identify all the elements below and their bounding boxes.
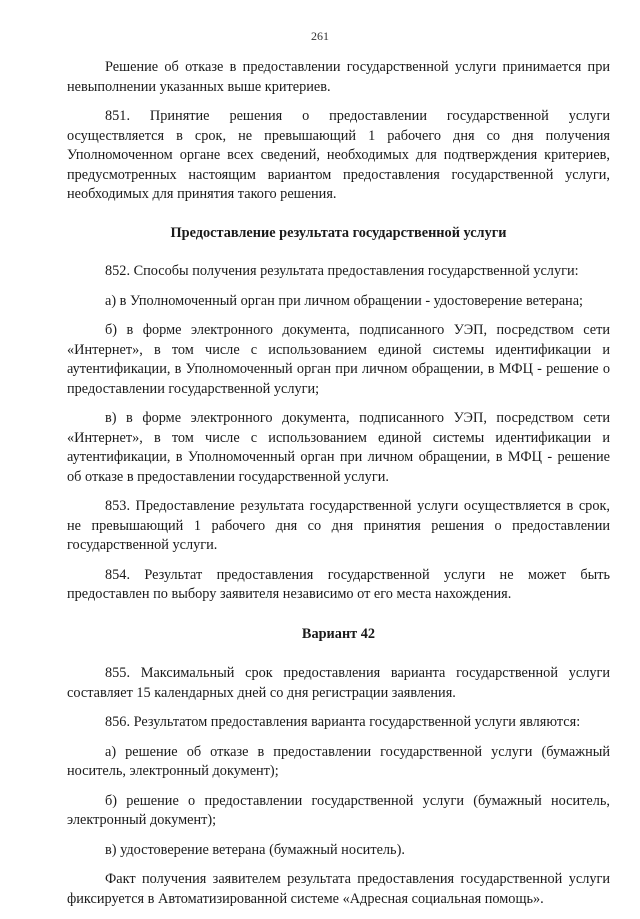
- paragraph-852-v: в) в форме электронного документа, подписанного УЭП, посредством сети «Интернет», в том числе с использованием единой системы идентификации и аутентификации, в Уполномоченный орган при личном обращении, в МФЦ - решение об отказе в предоставлении государственной услуги.: [67, 410, 610, 485]
- paragraph-852-a: а) в Уполномоченный орган при личном обращении - удостоверение ветерана;: [105, 292, 584, 309]
- paragraph-855: 855. Максимальный срок предоставления варианта государственной услуги составляет 15 календарных дней со дня регистрации заявления.: [67, 665, 610, 701]
- section-heading-variant-42: Вариант 42: [301, 625, 376, 642]
- paragraph-853: 853. Предоставление результата государственной услуги осуществляется в срок, не превышающий 1 рабочего дня со дня принятия решения о предоставлении государственной услуги.: [67, 498, 610, 553]
- paragraph-fact-registration: Факт получения заявителем результата предоставления государственной услуги фиксируется в Автоматизированной системе «Адресная социальная помощь».: [67, 871, 610, 907]
- section-heading-result: Предоставление результата государственной услуги: [170, 224, 507, 241]
- paragraph-852: 852. Способы получения результата предоставления государственной услуги:: [105, 263, 579, 279]
- page-number: 261: [311, 29, 329, 43]
- paragraph-851: 851. Принятие решения о предоставлении государственной услуги осуществляется в срок, не превышающий 1 рабочего дня со дня получения Уполномоченном органе всех сведений, необходимых для подтверждения критериев, предусмотренных настоящим вариантом предоставления государственной услуги, необходимых для принятия такого решения.: [67, 108, 610, 202]
- document-body: [67, 58, 610, 919]
- paragraph-856-v: в) удостоверение ветерана (бумажный носитель).: [105, 841, 405, 858]
- paragraph-856-a: а) решение об отказе в предоставлении государственной услуги (бумажный носитель, электронный документ);: [67, 743, 610, 779]
- paragraph-854: 854. Результат предоставления государственной услуги не может быть предоставлен по выбору заявителя независимо от его места нахождения.: [67, 566, 610, 602]
- paragraph-refusal-decision: Решение об отказе в предоставлении государственной услуги принимается при невыполнении указанных выше критериев.: [67, 59, 610, 95]
- paragraph-856: 856. Результатом предоставления варианта государственной услуги являются:: [105, 714, 581, 730]
- paragraph-856-b: б) решение о предоставлении государственной услуги (бумажный носитель, электронный документ);: [67, 792, 610, 828]
- paragraph-852-b: б) в форме электронного документа, подписанного УЭП, посредством сети «Интернет», в том числе с использованием единой системы идентификации и аутентификации, в Уполномоченный орган при личном обращении, в МФЦ - решение о предоставлении государственной услуги;: [67, 322, 610, 397]
